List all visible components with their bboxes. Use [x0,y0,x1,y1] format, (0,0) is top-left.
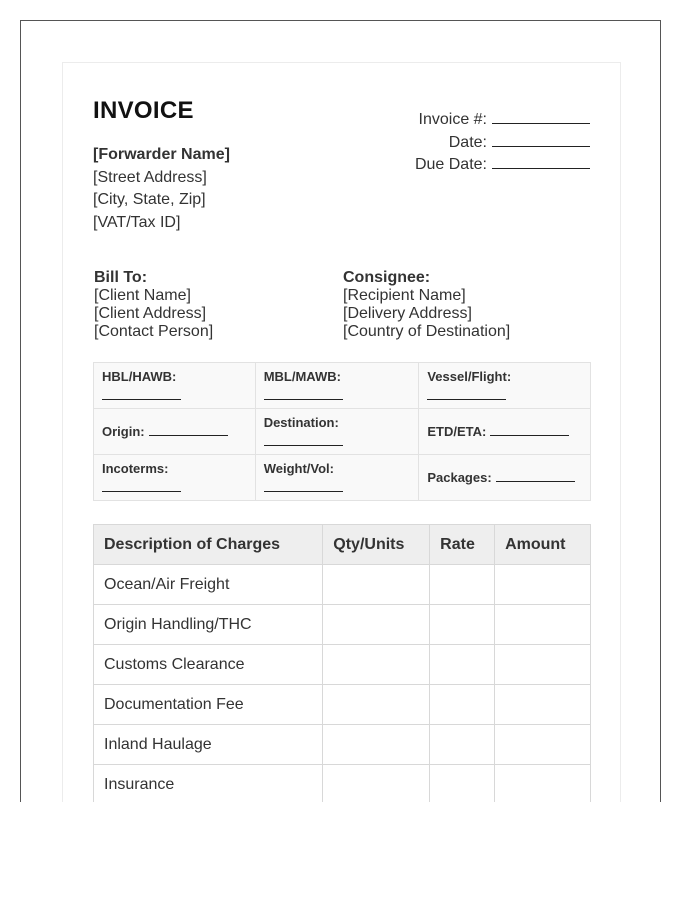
due-date-line[interactable] [492,155,590,169]
shipment-details-grid [93,362,591,501]
vessel-cell [419,363,591,409]
incoterms-label: Incoterms: [102,460,169,476]
amount-cell[interactable] [495,645,591,685]
destination-cell [255,409,419,455]
invoice-number-label: Invoice #: [418,111,487,128]
invoice-page [62,62,621,802]
rate-cell[interactable] [430,565,495,605]
due-date-row [415,155,590,178]
document-frame [20,20,661,802]
qty-cell[interactable] [323,645,430,685]
invoice-number-row [415,110,590,133]
incoterms-line[interactable] [102,481,181,492]
weight-cell [255,455,419,501]
weight-label: Weight/Vol: [263,460,334,476]
amount-cell[interactable] [495,565,591,605]
mbl-line[interactable] [264,389,343,400]
sender-city: [City, State, Zip] [93,191,206,208]
destination-line[interactable] [264,435,343,446]
table-row [94,685,591,725]
hbl-line[interactable] [102,389,181,400]
vessel-line[interactable] [427,389,506,400]
date-label: Date: [448,133,487,151]
qty-cell[interactable] [323,765,430,803]
etd-line[interactable] [490,425,569,436]
amount-cell[interactable] [495,605,591,645]
table-row [94,605,591,645]
hbl-label: HBL/HAWB: [102,368,177,384]
client-address: [Client Address] [94,305,207,322]
origin-label: Origin: [102,424,145,439]
destination-country: [Country of Destination] [343,323,511,340]
date-line[interactable] [492,133,590,147]
header-rate: Rate [430,525,495,565]
charge-description: Insurance [94,765,323,803]
charge-description: Origin Handling/THC [94,605,323,645]
qty-cell[interactable] [323,565,430,605]
consignee-heading: Consignee: [343,269,431,286]
packages-cell [419,455,591,501]
header-description: Description of Charges [94,525,323,565]
rate-cell[interactable] [430,765,495,803]
due-date-label: Due Date: [414,156,487,173]
sender-street: [Street Address] [93,168,207,186]
packages-line[interactable] [496,471,575,482]
amount-cell[interactable] [495,765,591,803]
shipment-row [94,409,591,455]
sender-name: [Forwarder Name] [93,146,230,163]
origin-line[interactable] [149,425,228,436]
table-row [94,645,591,685]
table-row [94,565,591,605]
table-row [94,725,591,765]
charges-header-row [94,525,591,565]
hbl-cell [94,363,256,409]
invoice-meta [415,110,590,178]
rate-cell[interactable] [430,605,495,645]
charge-description: Customs Clearance [94,645,323,685]
header-amount: Amount [495,525,591,565]
recipient-name: [Recipient Name] [343,287,466,304]
amount-cell[interactable] [495,685,591,725]
etd-cell [419,409,591,455]
sender-block [93,144,230,234]
rate-cell[interactable] [430,645,495,685]
etd-label: ETD/ETA: [427,424,487,439]
packages-label: Packages: [427,470,492,485]
bill-to-heading: Bill To: [94,269,148,286]
charge-description: Ocean/Air Freight [94,565,323,605]
client-name: [Client Name] [94,287,191,304]
qty-cell[interactable] [323,685,430,725]
charges-table [93,524,591,802]
rate-cell[interactable] [430,685,495,725]
charge-description: Inland Haulage [94,725,323,765]
bill-to-block [94,269,213,341]
date-row [415,133,590,156]
vessel-label: Vessel/Flight: [427,368,512,384]
consignee-block [343,269,510,341]
rate-cell[interactable] [430,725,495,765]
header-qty: Qty/Units [323,525,430,565]
table-row [94,765,591,803]
delivery-address: [Delivery Address] [343,305,472,322]
client-contact: [Contact Person] [94,323,214,340]
qty-cell[interactable] [323,605,430,645]
sender-tax-id: [VAT/Tax ID] [93,213,181,231]
invoice-number-line[interactable] [492,110,590,124]
invoice-title: INVOICE [93,97,194,124]
charge-description: Documentation Fee [94,685,323,725]
mbl-label: MBL/MAWB: [263,368,341,384]
qty-cell[interactable] [323,725,430,765]
shipment-row [94,363,591,409]
weight-line[interactable] [264,481,343,492]
destination-label: Destination: [263,414,339,430]
shipment-row [94,455,591,501]
incoterms-cell [94,455,256,501]
amount-cell[interactable] [495,725,591,765]
origin-cell [94,409,256,455]
mbl-cell [255,363,419,409]
